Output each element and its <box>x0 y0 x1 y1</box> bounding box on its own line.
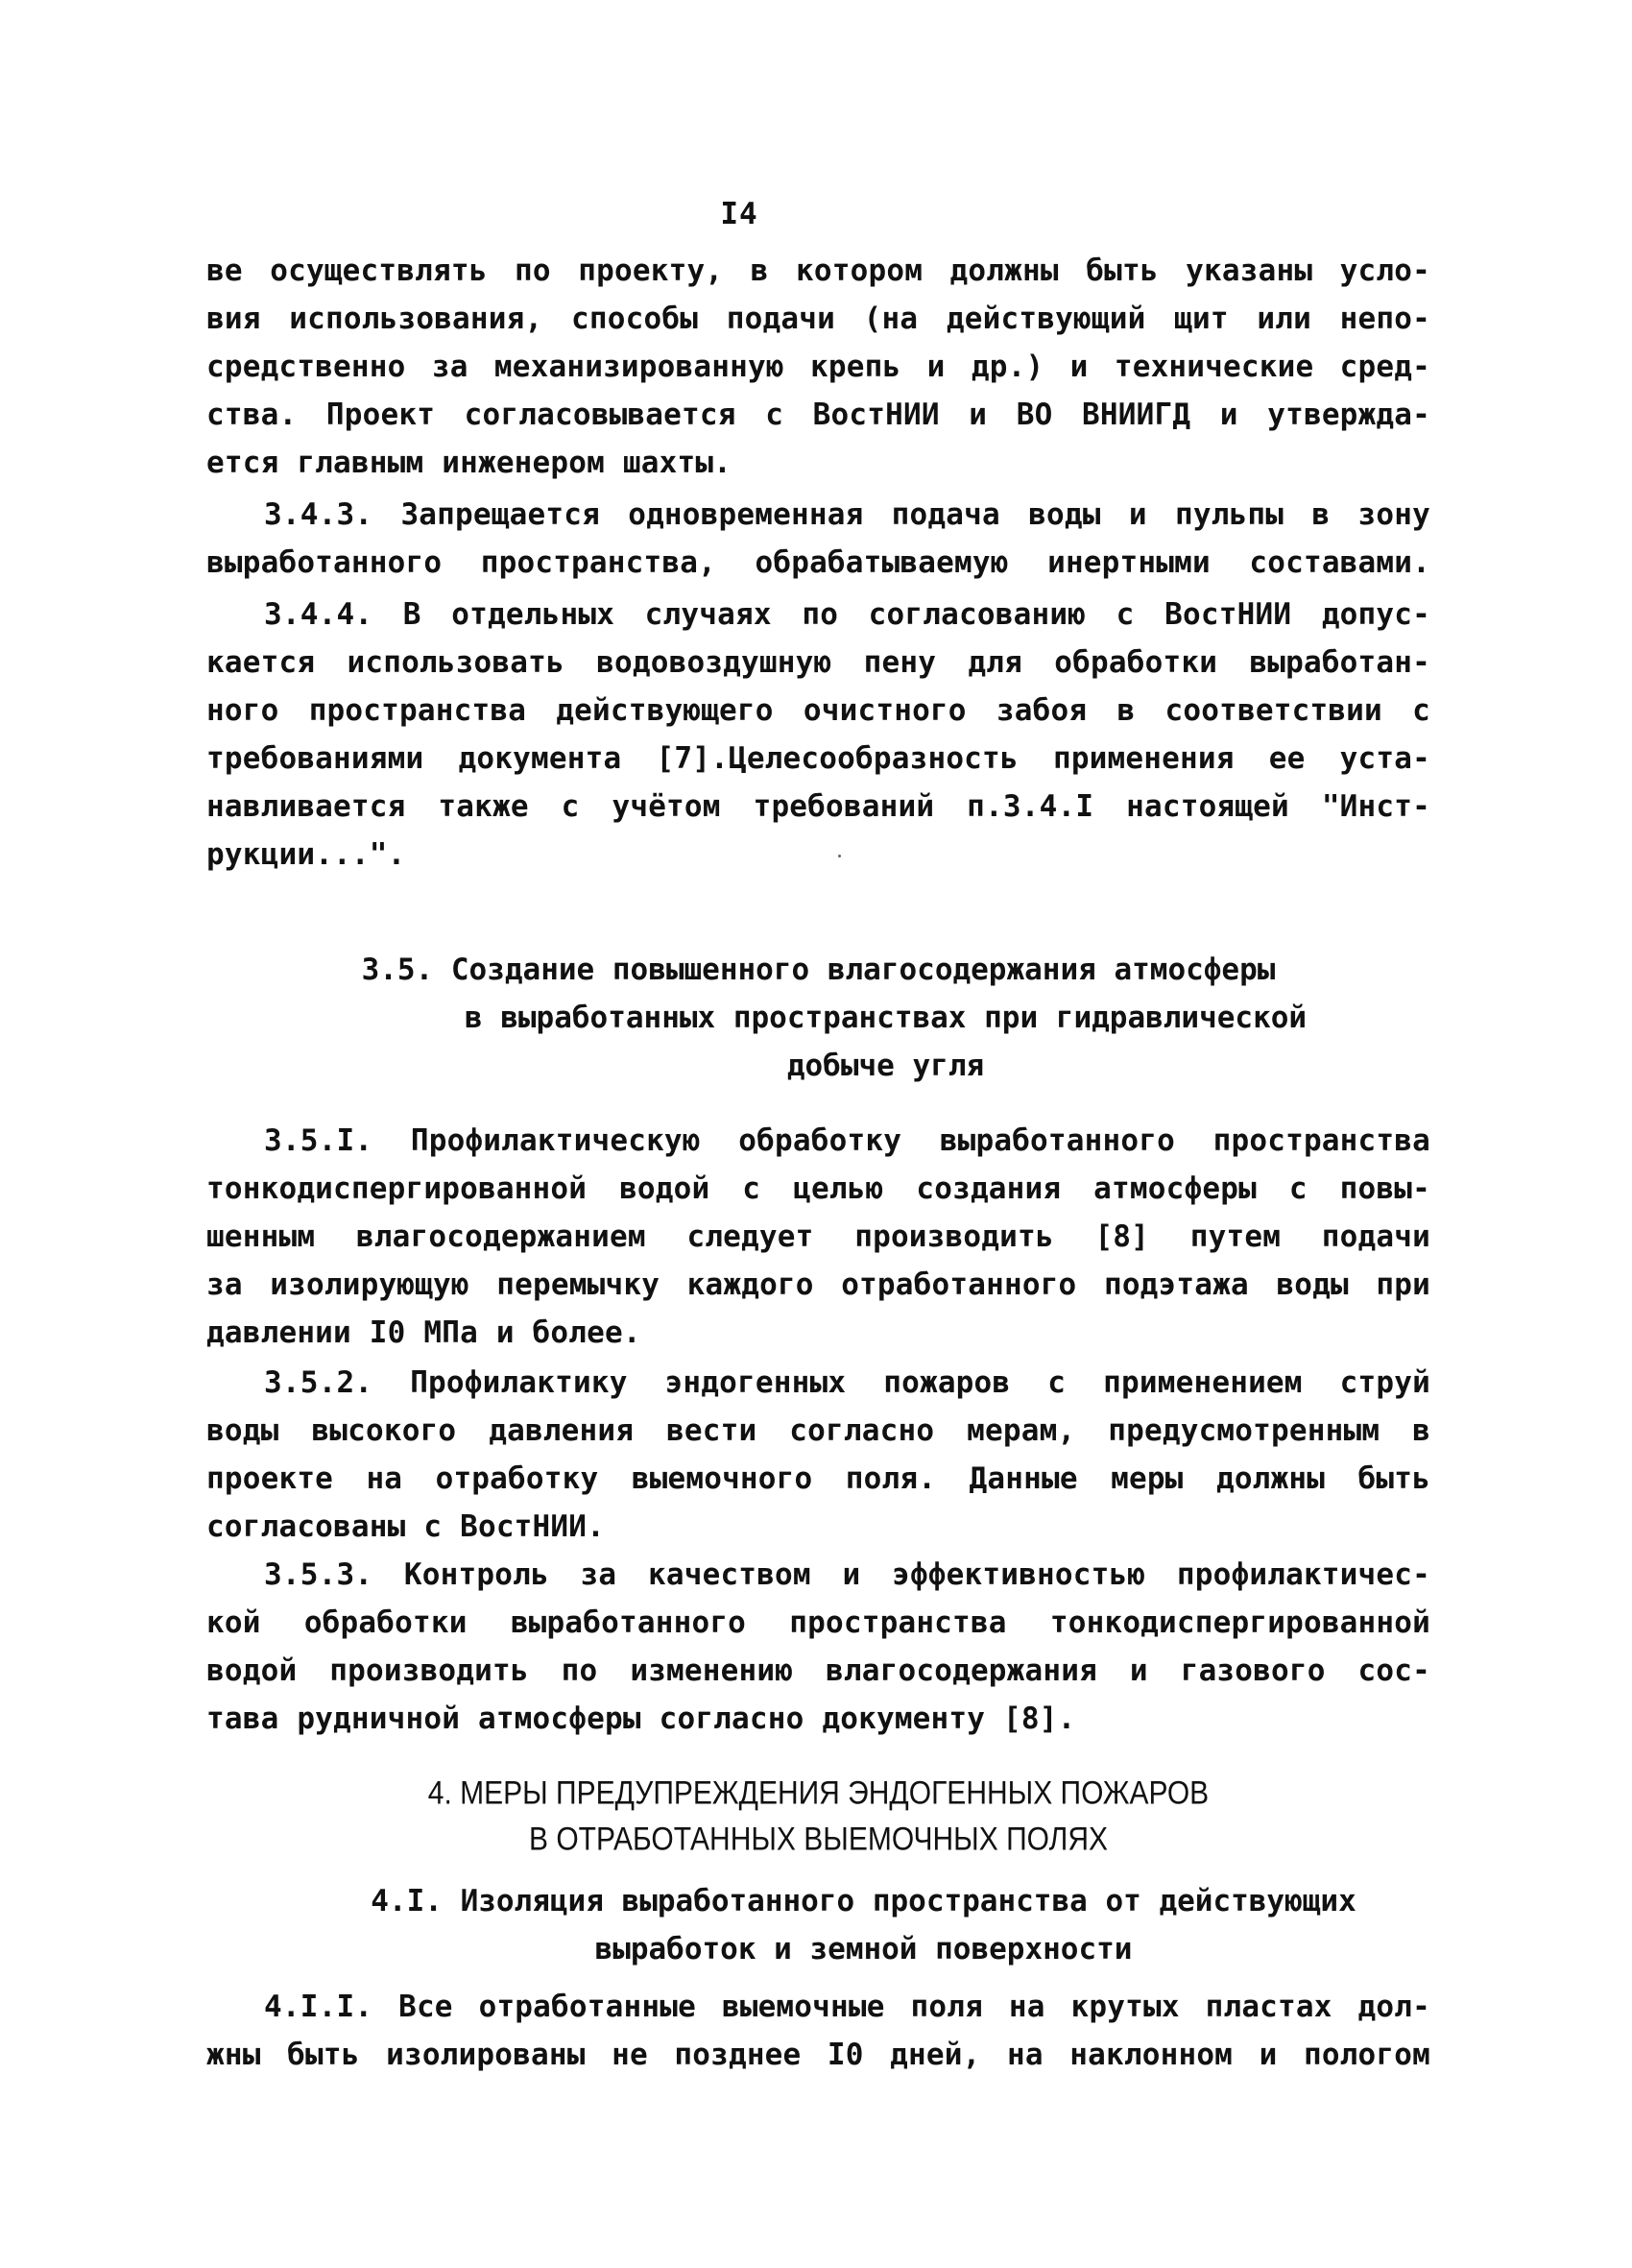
paragraph-3-5-2-line: проекте на отработку выемочного поля. Данные меры должны быть <box>206 1461 1430 1496</box>
text-line: ве осуществлять по проекту, в котором должны быть указаны усло- <box>206 253 1430 288</box>
section-3-5-heading: в выработанных пространствах при гидравлической <box>464 1001 1308 1035</box>
section-4-heading: В ОТРАБОТАННЫХ ВЫЕМОЧНЫХ ПОЛЯХ <box>528 1821 1108 1858</box>
section-3-5-heading: 3.5. Создание повышенного влагосодержания атмосферы <box>361 953 1276 987</box>
paragraph-3-5-3-line: 3.5.3. Контроль за качеством и эффективностью профилактичес- <box>264 1557 1430 1592</box>
paragraph-3-5-1-line: за изолирующую перемычку каждого отработанного подэтажа воды при <box>206 1267 1430 1302</box>
paragraph-3-5-3-line: водой производить по изменению влагосодержания и газового сос- <box>206 1653 1430 1688</box>
paragraph-3-5-1-line: тонкодиспергированной водой с целью создания атмосферы с повы- <box>206 1171 1430 1206</box>
paragraph-3-5-1-line: давлении I0 МПа и более. <box>206 1315 641 1350</box>
paragraph-3-5-1-line: 3.5.I. Профилактическую обработку выработанного пространства <box>264 1123 1430 1158</box>
paragraph-3-5-3-line: тава рудничной атмосферы согласно документу [8]. <box>206 1701 1076 1736</box>
section-4-1-heading: выработок и земной поверхности <box>594 1932 1133 1966</box>
paragraph-3-5-2-line: воды высокого давления вести согласно мерам, предусмотренным в <box>206 1413 1430 1448</box>
paragraph-3-4-4-line: ного пространства действующего очистного забоя в соответствии с <box>206 693 1430 728</box>
paragraph-3-4-4-line: требованиями документа [7].Целесообразность применения ее уста- <box>206 741 1430 776</box>
text-line: ется главным инженером шахты. <box>206 446 732 480</box>
paragraph-3-4-3-line: выработанного пространства, обрабатываемую инертными составами. <box>206 545 1430 580</box>
paragraph-4-1-1-line: 4.I.I. Все отработанные выемочные поля на крутых пластах дол- <box>264 1990 1430 2024</box>
paragraph-3-4-4-line: 3.4.4. В отдельных случаях по согласованию с ВостНИИ допус- <box>264 597 1430 632</box>
section-4-heading: 4. МЕРЫ ПРЕДУПРЕЖДЕНИЯ ЭНДОГЕННЫХ ПОЖАРОВ <box>427 1774 1210 1812</box>
section-3-5-heading: добыче угля <box>786 1049 985 1083</box>
text-line: средственно за механизированную крепь и др.) и технические сред- <box>206 350 1430 384</box>
text-line: ства. Проект согласовывается с ВостНИИ и ВО ВНИИГД и утвержда- <box>206 398 1430 432</box>
paragraph-3-5-2-line: 3.5.2. Профилактику эндогенных пожаров с применением струй <box>264 1365 1430 1400</box>
scan-speck <box>838 855 841 857</box>
paragraph-3-4-3-line: 3.4.3. Запрещается одновременная подача воды и пульпы в зону <box>264 497 1430 532</box>
paragraph-4-1-1-line: жны быть изолированы не позднее I0 дней, на наклонном и пологом <box>206 2038 1430 2072</box>
paragraph-3-4-4-line: кается использовать водовоздушную пену для обработки выработан- <box>206 645 1430 680</box>
paragraph-3-5-3-line: кой обработки выработанного пространства тонкодиспергированной <box>206 1605 1430 1640</box>
paragraph-3-5-1-line: шенным влагосодержанием следует производить [8] путем подачи <box>206 1219 1430 1254</box>
section-4-1-heading: 4.I. Изоляция выработанного пространства от действующих <box>371 1884 1356 1918</box>
paragraph-3-5-2-line: согласованы с ВостНИИ. <box>206 1509 605 1544</box>
paragraph-3-4-4-line: рукции...". <box>206 837 406 872</box>
text-line: вия использования, способы подачи (на действующий щит или непо- <box>206 302 1430 336</box>
paragraph-3-4-4-line: навливается также с учётом требований п.3.4.I настоящей "Инст- <box>206 789 1430 824</box>
page-number: I4 <box>720 197 758 231</box>
